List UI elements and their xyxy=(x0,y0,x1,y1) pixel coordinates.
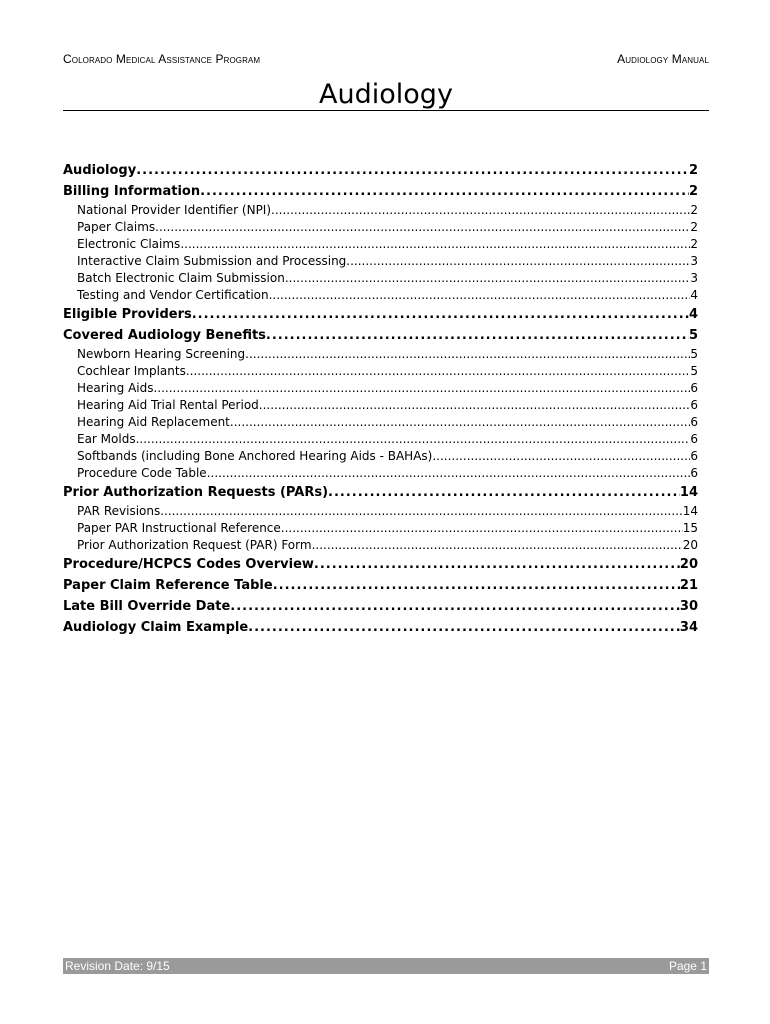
toc-entry-title: Ear Molds xyxy=(77,432,136,446)
toc-entry-title: Batch Electronic Claim Submission xyxy=(77,271,285,285)
toc-entry-page-number: 2 xyxy=(690,203,698,217)
toc-entry-page-number: 5 xyxy=(688,328,698,343)
toc-subsection-entry[interactable] xyxy=(63,202,698,219)
toc-dot-leader xyxy=(153,380,690,397)
toc-dot-leader xyxy=(136,160,689,181)
toc-subsection-entry[interactable] xyxy=(63,414,698,431)
toc-dot-leader xyxy=(200,181,689,202)
toc-subsection-entry[interactable] xyxy=(63,537,698,554)
toc-dot-leader xyxy=(136,431,691,448)
toc-entry-page-number: 6 xyxy=(690,466,698,480)
toc-entry-title: Procedure Code Table xyxy=(77,466,207,480)
toc-dot-leader xyxy=(230,414,690,431)
toc-dot-leader xyxy=(346,253,690,270)
toc-entry-title: Covered Audiology Benefits xyxy=(63,328,266,343)
toc-entry-title: Paper Claim Reference Table xyxy=(63,578,273,593)
toc-dot-leader xyxy=(312,537,683,554)
header-manual-name: Audiology Manual xyxy=(617,52,709,66)
toc-subsection-entry[interactable] xyxy=(63,236,698,253)
toc-entry-title: National Provider Identifier (NPI) xyxy=(77,203,272,217)
toc-subsection-entry[interactable] xyxy=(63,287,698,304)
toc-entry-title: Hearing Aids xyxy=(77,381,154,395)
toc-entry-title: Cochlear Implants xyxy=(77,364,186,378)
toc-entry-title: Procedure/HCPCS Codes Overview xyxy=(63,557,314,572)
toc-entry-page-number: 6 xyxy=(690,449,698,463)
toc-entry-page-number: 5 xyxy=(690,347,698,361)
toc-entry-page-number: 15 xyxy=(682,521,698,535)
footer-page-number: Page 1 xyxy=(668,959,707,973)
toc-subsection-entry[interactable] xyxy=(63,253,698,270)
toc-entry-title: Billing Information xyxy=(63,184,201,199)
toc-entry-title: Prior Authorization Request (PAR) Form xyxy=(77,538,312,552)
toc-entry-page-number: 14 xyxy=(682,504,698,518)
toc-entry-page-number: 2 xyxy=(690,220,698,234)
toc-entry-page-number: 4 xyxy=(690,288,698,302)
toc-subsection-entry[interactable] xyxy=(63,363,698,380)
toc-entry-title: Eligible Providers xyxy=(63,307,192,322)
toc-entry-title: Prior Authorization Requests (PARs) xyxy=(63,485,329,500)
toc-entry-page-number: 2 xyxy=(688,163,698,178)
toc-subsection-entry[interactable] xyxy=(63,346,698,363)
toc-subsection-entry[interactable] xyxy=(63,219,698,236)
toc-entry-title: Paper PAR Instructional Reference xyxy=(77,521,281,535)
toc-entry-page-number: 30 xyxy=(679,599,698,614)
toc-subsection-entry[interactable] xyxy=(63,380,698,397)
toc-dot-leader xyxy=(230,596,680,617)
toc-dot-leader xyxy=(192,304,689,325)
toc-section-entry[interactable] xyxy=(63,575,698,596)
toc-entry-title: Hearing Aid Replacement xyxy=(77,415,230,429)
toc-dot-leader xyxy=(271,202,690,219)
table-of-contents xyxy=(63,160,698,638)
toc-entry-page-number: 3 xyxy=(690,254,698,268)
page-footer xyxy=(63,958,709,974)
toc-section-entry[interactable] xyxy=(63,596,698,617)
toc-entry-title: Late Bill Override Date xyxy=(63,599,231,614)
toc-entry-title: Testing and Vendor Certification xyxy=(77,288,269,302)
toc-entry-page-number: 5 xyxy=(690,364,698,378)
toc-dot-leader xyxy=(248,617,680,638)
toc-dot-leader xyxy=(160,503,682,520)
toc-section-entry[interactable] xyxy=(63,554,698,575)
toc-entry-title: Electronic Claims xyxy=(77,237,181,251)
toc-entry-page-number: 4 xyxy=(688,307,698,322)
page-header xyxy=(63,52,709,66)
toc-dot-leader xyxy=(180,236,690,253)
toc-dot-leader xyxy=(245,346,690,363)
toc-entry-page-number: 2 xyxy=(688,184,698,199)
toc-subsection-entry[interactable] xyxy=(63,503,698,520)
toc-entry-page-number: 3 xyxy=(690,271,698,285)
toc-entry-title: Newborn Hearing Screening xyxy=(77,347,246,361)
page-title: Audiology xyxy=(319,79,453,110)
toc-entry-page-number: 20 xyxy=(682,538,698,552)
toc-entry-page-number: 6 xyxy=(690,381,698,395)
toc-entry-page-number: 20 xyxy=(679,557,698,572)
toc-entry-page-number: 6 xyxy=(690,398,698,412)
toc-dot-leader xyxy=(269,287,691,304)
toc-subsection-entry[interactable] xyxy=(63,520,698,537)
toc-entry-title: Audiology Claim Example xyxy=(63,620,249,635)
toc-subsection-entry[interactable] xyxy=(63,397,698,414)
toc-dot-leader xyxy=(207,465,691,482)
toc-section-entry[interactable] xyxy=(63,304,698,325)
header-program-name: Colorado Medical Assistance Program xyxy=(63,52,261,66)
toc-entry-title: Hearing Aid Trial Rental Period xyxy=(77,398,259,412)
toc-entry-page-number: 2 xyxy=(690,237,698,251)
toc-dot-leader xyxy=(266,325,689,346)
toc-entry-title: Audiology xyxy=(63,163,137,178)
toc-dot-leader xyxy=(259,397,691,414)
toc-section-entry[interactable] xyxy=(63,160,698,181)
toc-dot-leader xyxy=(281,520,683,537)
toc-dot-leader xyxy=(314,554,680,575)
toc-entry-page-number: 6 xyxy=(690,415,698,429)
toc-entry-title: Interactive Claim Submission and Processing xyxy=(77,254,347,268)
title-divider xyxy=(63,110,709,111)
toc-section-entry[interactable] xyxy=(63,482,698,503)
toc-entry-title: PAR Revisions xyxy=(77,504,161,518)
toc-dot-leader xyxy=(328,482,680,503)
toc-entry-title: Softbands (including Bone Anchored Hearing Aids - BAHAs) xyxy=(77,449,433,463)
toc-entry-title: Paper Claims xyxy=(77,220,156,234)
toc-entry-page-number: 34 xyxy=(679,620,698,635)
toc-entry-page-number: 6 xyxy=(690,432,698,446)
toc-dot-leader xyxy=(285,270,691,287)
toc-subsection-entry[interactable] xyxy=(63,448,698,465)
toc-subsection-entry[interactable] xyxy=(63,270,698,287)
footer-revision-date: Revision Date: 9/15 xyxy=(65,959,170,973)
toc-subsection-entry[interactable] xyxy=(63,465,698,482)
toc-dot-leader xyxy=(273,575,680,596)
toc-entry-page-number: 21 xyxy=(679,578,698,593)
toc-dot-leader xyxy=(155,219,690,236)
toc-dot-leader xyxy=(186,363,691,380)
toc-subsection-entry[interactable] xyxy=(63,431,698,448)
toc-section-entry[interactable] xyxy=(63,617,698,638)
toc-section-entry[interactable] xyxy=(63,325,698,346)
toc-dot-leader xyxy=(432,448,690,465)
toc-section-entry[interactable] xyxy=(63,181,698,202)
toc-entry-page-number: 14 xyxy=(679,485,698,500)
